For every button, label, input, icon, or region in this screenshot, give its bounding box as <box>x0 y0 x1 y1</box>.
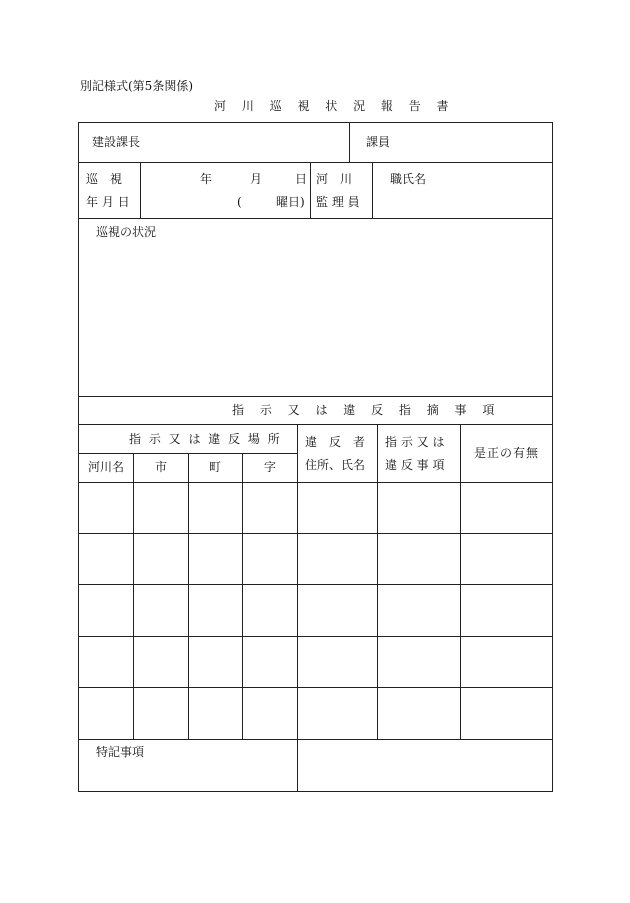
weekday-label: 曜日) <box>276 195 305 209</box>
correction-label: 是正の有無 <box>474 446 540 460</box>
col-city: 市 <box>155 460 168 474</box>
position-name-label: 職氏名 <box>390 172 427 186</box>
violator-label-1: 違 反 者 <box>305 435 366 449</box>
instructions-section-title: 指 示 又 は 違 反 指 摘 事 項 <box>232 403 501 417</box>
month-label: 月 <box>250 172 263 186</box>
notes-label: 特記事項 <box>96 745 145 759</box>
table-row <box>78 584 553 585</box>
table-row <box>78 739 553 740</box>
day-label: 日 <box>295 172 308 186</box>
form-reference: 別記様式(第5条関係) <box>80 79 193 93</box>
year-label: 年 <box>200 172 213 186</box>
patrol-date-label-2: 年 月 日 <box>86 195 130 209</box>
inspector-label-2: 監 理 員 <box>316 195 360 209</box>
table-row <box>78 533 553 534</box>
document-title: 河 川 巡 視 状 況 報 告 書 <box>214 99 455 113</box>
violator-label-2: 住所、氏名 <box>305 458 366 472</box>
patrol-date-label-1: 巡 視 <box>86 172 123 186</box>
table-row <box>78 636 553 637</box>
matter-label-2: 違 反 事 項 <box>385 458 445 472</box>
inspector-label-1: 河 川 <box>316 172 353 186</box>
matter-label-1: 指 示 又 は <box>385 435 445 449</box>
col-aza: 字 <box>264 460 277 474</box>
col-river-name: 河川名 <box>88 460 125 474</box>
patrol-status-label: 巡視の状況 <box>96 225 157 239</box>
table-row <box>78 687 553 688</box>
chief-label: 建設課長 <box>92 135 141 149</box>
col-town: 町 <box>209 460 222 474</box>
location-header: 指 示 又 は 違 反 場 所 <box>129 432 282 446</box>
weekday-open: ( <box>237 195 242 209</box>
staff-label: 課員 <box>366 135 391 149</box>
